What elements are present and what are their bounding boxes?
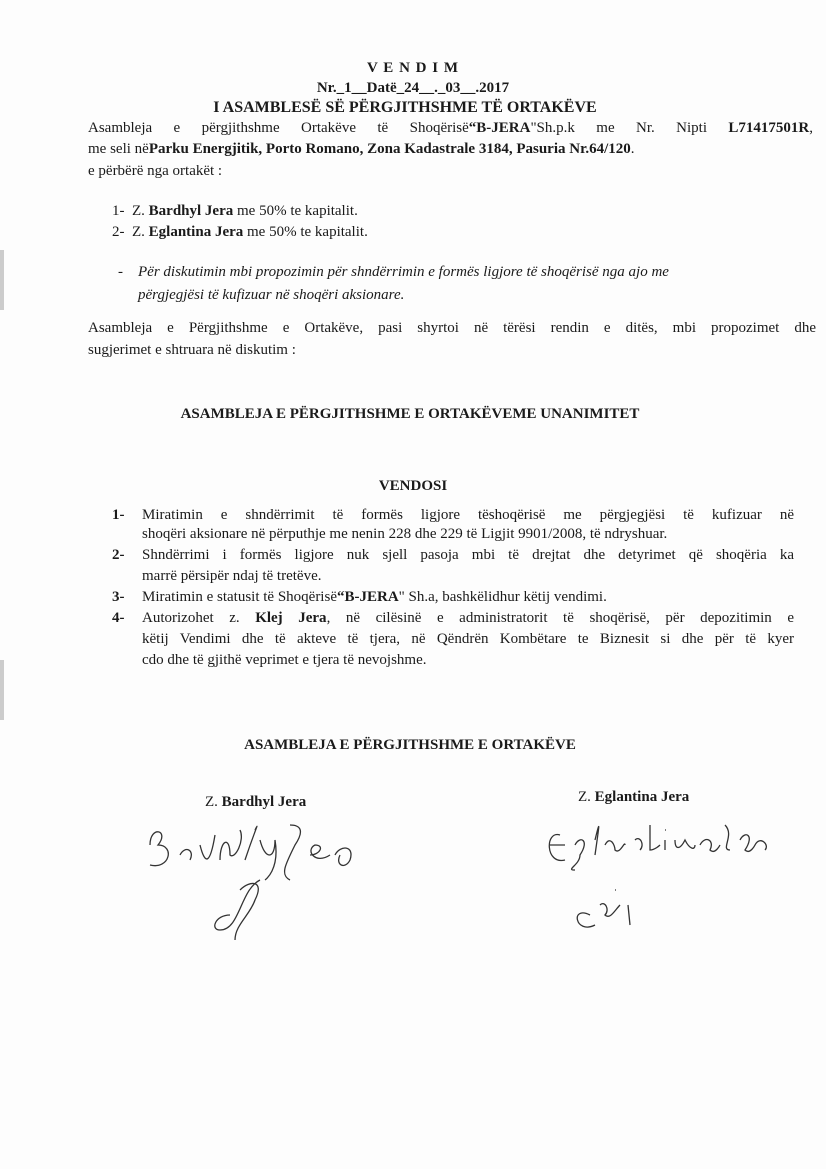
decision-3-line: Miratimin e statusit të Shoqërisë“B-JERA" Sh.a, bashkëlidhur këtij vendimi. xyxy=(142,589,607,605)
decision-1-line-1: Miratimin e shndërrimit të formës ligjore tëshoqërisë me përgjegjësi të kufizuar në xyxy=(142,507,794,523)
unanimity-heading: ASAMBLEJA E PËRGJITHSHME E ORTAKËVEME UNANIMITET xyxy=(180,406,640,422)
decides-heading: VENDOSI xyxy=(378,478,448,494)
scan-edge-mark xyxy=(0,660,4,720)
intro-line-1: Asambleja e përgjithshme Ortakëve të Shoqërisë“B-JERA"Sh.p.k me Nr. Nipti L71417501R, xyxy=(88,120,813,136)
agenda-line-1: Për diskutimin mbi propozimin për shndërrimin e formës ligjore të shoqërisë nga ajo me xyxy=(138,264,669,280)
signatures-heading: ASAMBLEJA E PËRGJITHSHME E ORTAKËVE xyxy=(244,737,576,753)
decision-4-line-2: këtij Vendimi dhe të akteve të tjera, në Qëndrën Kombëtare te Biznesit si dhe për të kyer xyxy=(142,631,794,647)
decision-4-line-1: Autorizohet z. Klej Jera, në cilësinë e administratorit të shoqërisë, për depozitimin e xyxy=(142,610,794,626)
decision-number: 3- xyxy=(112,589,125,605)
decision-2-line-2: marrë përsipër ndaj të tretëve. xyxy=(142,568,322,584)
intro-line-3: e përbërë nga ortakët : xyxy=(88,163,223,179)
intro-line-2: me seli nëParku Energjitik, Porto Romano, Zona Kadastrale 3184, Pasuria Nr.64/120. xyxy=(88,141,635,157)
agenda-line-2: përgjegjësi të kufizuar në shoqëri aksionare. xyxy=(138,287,405,303)
scan-edge-mark xyxy=(0,250,4,310)
signatory-right: Z. Eglantina Jera xyxy=(578,789,690,805)
agenda-dash: - xyxy=(118,264,123,280)
document-title: V E N D I M xyxy=(367,60,459,76)
decision-number: 1- xyxy=(112,507,125,523)
decision-2-line-1: Shndërrimi i formës ligjore nuk sjell pasoja mbi të drejtat dhe detyrimet që shoqëria ka xyxy=(142,547,794,563)
decision-number: 2- xyxy=(112,547,125,563)
company-address: Parku Energjitik, Porto Romano, Zona Kadastrale 3184, Pasuria Nr.64/120 xyxy=(148,141,631,157)
decision-1-line-2: shoqëri aksionare në përputhje me nenin 228 dhe 229 të Ligjit 9901/2008, të ndryshuar. xyxy=(142,526,668,542)
review-line-1: Asambleja e Përgjithshme e Ortakëve, pasi shyrtoi në tërësi rendin e ditës, mbi propozimet dhe xyxy=(88,320,816,336)
nipt-number: L71417501R xyxy=(728,120,810,136)
signature-right xyxy=(540,810,780,940)
signature-left xyxy=(140,815,380,945)
decision-4-line-3: cdo dhe të gjithë veprimet e tjera të nevojshme. xyxy=(142,652,427,668)
decision-number: 4- xyxy=(112,610,125,626)
signatory-left: Z. Bardhyl Jera xyxy=(205,794,307,810)
company-name: “B-JERA xyxy=(468,120,531,136)
partner-item: 2- Z. Eglantina Jera me 50% te kapitalit. xyxy=(112,224,368,240)
review-line-2: sugjerimet e shtruara në diskutim : xyxy=(88,342,296,358)
partner-item: 1- Z. Bardhyl Jera me 50% te kapitalit. xyxy=(112,203,358,219)
decision-number-date: Nr._1__Datë_24__._03__.2017 xyxy=(316,80,510,96)
document-subtitle: I ASAMBLESË SË PËRGJITHSHME TË ORTAKËVE xyxy=(213,99,597,116)
